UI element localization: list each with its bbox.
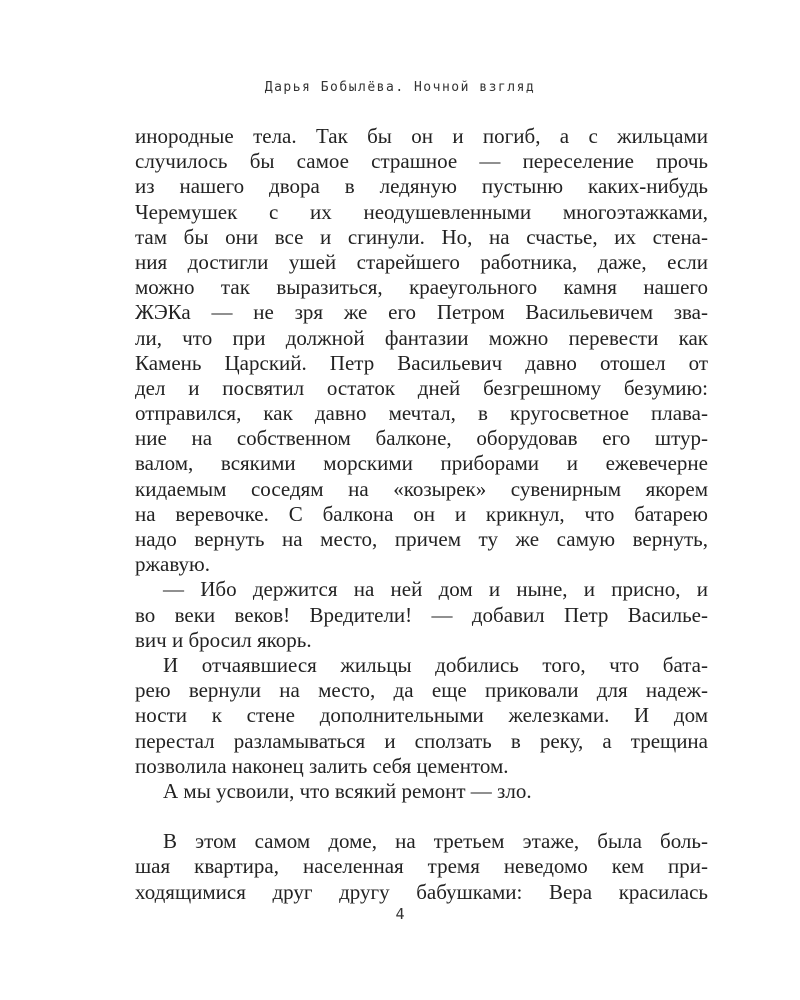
text-line: надо вернуть на место, причем ту же самую вернуть, (135, 527, 708, 551)
text-line: там бы они все и сгинули. Но, на счастье, их стена- (135, 224, 708, 249)
text-line: Черемушек с их неодушевленными многоэтажками, (135, 199, 708, 224)
page-number: 4 (395, 905, 405, 923)
text-line: ржавую. (135, 552, 210, 577)
text-line: ности к стене дополнительными железками. И дом (135, 703, 708, 728)
text-line: на веревочке. С балкона он и крикнул, что батарею (135, 501, 708, 526)
text-line: позволила наконец залить себя цементом. (135, 753, 509, 778)
text-line: во веки веков! Вредители! — добавил Петр Васильe- (135, 602, 708, 627)
text-line: ходящимися друг другу бабушками: Вера красилась (135, 879, 708, 904)
text-line: Камень Царский. Петр Васильевич давно отошел от (135, 350, 708, 375)
text-line: валом, всякими морскими приборами и ежевечерне (135, 451, 708, 476)
body-text (135, 124, 708, 905)
text-line: А мы усвоили, что всякий ремонт — зло. (163, 778, 532, 803)
text-line: — Ибо держится на ней дом и ныне, и присно, и (163, 577, 708, 602)
text-line: вич и бросил якорь. (135, 627, 312, 652)
text-line: отправился, как давно мечтал, в кругосветное плава- (135, 401, 708, 426)
text-line: И отчаявшиеся жильцы добились того, что бата- (163, 652, 708, 677)
section-break (135, 804, 708, 829)
text-line: ли, что при должной фантазии можно перевести как (135, 325, 708, 350)
text-line: случилось бы самое страшное — переселение прочь (135, 149, 708, 174)
text-line: ЖЭКа — не зря же его Петром Васильевичем зва- (135, 300, 708, 325)
text-line: рею вернули на место, да еще приковали для надеж- (135, 678, 708, 703)
text-line: шая квартира, населенная тремя неведомо кем при- (135, 854, 708, 879)
text-line: ния достигли ушей старейшего работника, даже, если (135, 249, 708, 274)
text-line: В этом самом доме, на третьем этаже, была боль- (163, 829, 708, 854)
text-line: перестал разламываться и сползать в реку, а трещина (135, 728, 708, 753)
text-line: ние на собственном балконе, оборудовав его штур- (135, 426, 708, 451)
text-line: кидаемым соседям на «козырек» сувенирным якорем (135, 476, 708, 501)
running-header: Дарья Бобылёва. Ночной взгляд (264, 80, 536, 95)
text-line: инородные тела. Так бы он и погиб, а с жильцами (135, 124, 708, 148)
text-line: из нашего двора в ледяную пустыню каких-нибудь (135, 174, 708, 199)
text-line: можно так выразиться, краеугольного камня нашего (135, 275, 708, 300)
text-line: дел и посвятил остаток дней безгрешному безумию: (135, 375, 708, 400)
